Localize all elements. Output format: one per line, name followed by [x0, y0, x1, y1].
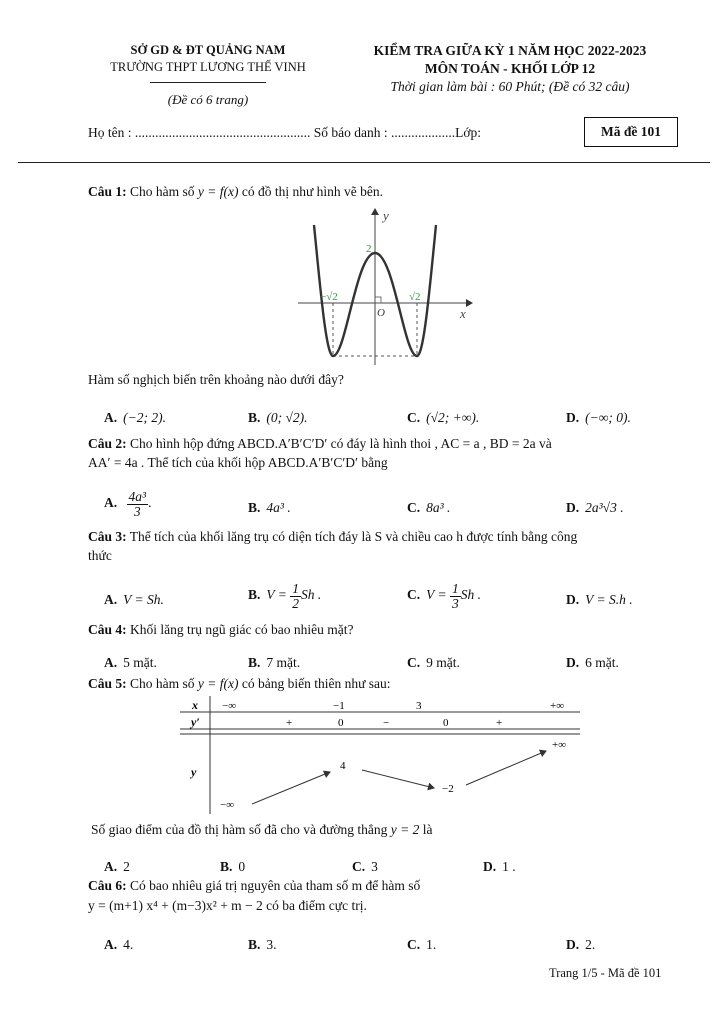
variation-table: [180, 696, 580, 814]
q4-option-a[interactable]: A. 5 mặt.: [104, 655, 157, 670]
question-number: Câu 3:: [88, 529, 127, 544]
question-6: [88, 878, 420, 894]
peak-label: 2: [366, 243, 372, 255]
q5-option-a[interactable]: A. 2: [104, 859, 130, 874]
q1-option-b[interactable]: B. (0; √2).: [248, 410, 308, 425]
exam-code-box: Mã đề 101: [584, 117, 678, 147]
row-dy-label: y′: [191, 715, 200, 729]
x-value: −∞: [222, 700, 237, 712]
pos-root-label: √2: [409, 291, 421, 303]
question-3-line2: thức: [88, 548, 112, 563]
origin-label: O: [377, 307, 385, 319]
y-axis-label: y: [383, 208, 389, 223]
question-2: [88, 436, 552, 452]
decrease-arrow: [362, 770, 434, 788]
derivative-sign: −: [383, 717, 390, 729]
exam-title: KIỂM TRA GIỮA KỲ 1 NĂM HỌC 2022-2023: [373, 43, 647, 58]
q4-option-b[interactable]: B. 7 mặt.: [248, 655, 301, 670]
q6-option-a[interactable]: A. 4.: [104, 937, 134, 952]
neg-root-label: −√2: [320, 291, 338, 303]
q1-option-d[interactable]: D. (−∞; 0).: [566, 410, 631, 425]
question-text: Cho hàm số: [130, 184, 195, 199]
y-max-value: 4: [340, 760, 346, 772]
q2-option-d[interactable]: D. 2a³√3 .: [566, 500, 624, 515]
question-number: Câu 5:: [88, 676, 127, 691]
y-start-value: −∞: [220, 799, 235, 811]
question-text: có bảng biến thiên như sau:: [241, 676, 391, 691]
question-number: Câu 6:: [88, 878, 127, 893]
row-x-label: x: [192, 698, 198, 712]
q3-option-d[interactable]: D. V = S.h .: [566, 592, 633, 607]
q3-option-a[interactable]: A. V = Sh.: [104, 592, 164, 607]
school-underline: [150, 82, 266, 83]
function-graph: [290, 205, 480, 370]
q5-option-b[interactable]: B. 0: [220, 859, 246, 874]
page-footer: Trang 1/5 - Mã đề 101: [549, 966, 662, 980]
q2-option-b[interactable]: B. 4a³ .: [248, 500, 291, 515]
question-number: Câu 1:: [88, 184, 127, 199]
question-6-line2: y = (m+1) x⁴ + (m−3)x² + m − 2 có ba điểm cực trị.: [88, 898, 367, 913]
question-4: [88, 622, 353, 638]
dept-name: SỞ GD & ĐT QUẢNG NAM: [130, 43, 286, 57]
question-text: Thể tích của khối lăng trụ có diện tích đáy là S và chiều cao h được tính bằng công: [129, 529, 578, 544]
q6-option-d[interactable]: D. 2.: [566, 937, 596, 952]
question-5-prompt: Số giao điểm của đồ thị hàm số đã cho và đường thẳng y = 2 là: [91, 822, 433, 837]
derivative-sign: +: [496, 717, 503, 729]
question-5: [88, 676, 391, 692]
question-text: có đồ thị như hình vẽ bên.: [241, 184, 384, 199]
subject-title: MÔN TOÁN - KHỐI LỚP 12: [424, 61, 596, 76]
question-number: Câu 2:: [88, 436, 127, 451]
function-expression: y = f(x): [197, 184, 239, 199]
increase-arrow: [252, 772, 330, 804]
q4-option-c[interactable]: C. 9 mặt.: [407, 655, 460, 670]
question-text: Có bao nhiêu giá trị nguyên của tham số m để hàm số: [130, 878, 421, 893]
exam-time: Thời gian làm bài : 60 Phút; (Đề có 32 câu): [390, 79, 630, 94]
row-y-label: y: [191, 765, 197, 779]
student-info-line: Họ tên : .................................................... Số báo danh : ...................Lớp:: [88, 125, 481, 140]
q2-option-a[interactable]: A. $\frac{\text{4a³}}{3}$ .: [104, 489, 152, 519]
function-expression: y = f(x): [197, 676, 239, 691]
q6-option-b[interactable]: B. 3.: [248, 937, 277, 952]
q3-option-c[interactable]: C. V = $\frac{1}{3}$ Sh .: [407, 581, 481, 611]
q2-option-c[interactable]: C. 8a³ .: [407, 500, 451, 515]
question-number: Câu 4:: [88, 622, 127, 637]
header-divider: [18, 162, 710, 163]
question-text: Khối lăng trụ ngũ giác có bao nhiêu mặt?: [130, 622, 354, 637]
x-value: 3: [416, 700, 422, 712]
q3-option-b[interactable]: B. V = $\frac{1}{2}$ Sh .: [248, 581, 322, 611]
increase-arrow: [466, 751, 546, 785]
question-2-line2: AA′ = 4a . Thể tích của khối hộp ABCD.A′B′C′D′ bằng: [88, 455, 388, 470]
q1-option-c[interactable]: C. (√2; +∞).: [407, 410, 480, 425]
q6-option-c[interactable]: C. 1.: [407, 937, 437, 952]
question-1-prompt: Hàm số nghịch biến trên khoảng nào dưới đây?: [88, 372, 344, 387]
derivative-sign: 0: [443, 717, 449, 729]
q4-option-d[interactable]: D. 6 mặt.: [566, 655, 619, 670]
q5-option-c[interactable]: C. 3: [352, 859, 378, 874]
x-value: −1: [333, 700, 345, 712]
question-text: Cho hình hộp đứng ABCD.A′B′C′D′ có đáy là hình thoi , AC = a , BD = 2a và: [130, 436, 552, 451]
q5-option-d[interactable]: D. 1 .: [483, 859, 516, 874]
y-min-value: −2: [442, 783, 454, 795]
derivative-sign: +: [286, 717, 293, 729]
page-count-note: (Đề có 6 trang): [167, 92, 249, 107]
derivative-sign: 0: [338, 717, 344, 729]
question-1: [88, 184, 383, 200]
school-name: TRƯỜNG THPT LƯƠNG THẾ VINH: [110, 60, 306, 74]
question-3: [88, 529, 577, 545]
q1-option-a[interactable]: A. (−2; 2).: [104, 410, 166, 425]
x-value: +∞: [550, 700, 565, 712]
question-text: Cho hàm số: [130, 676, 195, 691]
y-end-value: +∞: [552, 739, 567, 751]
x-axis-label: x: [460, 306, 466, 321]
